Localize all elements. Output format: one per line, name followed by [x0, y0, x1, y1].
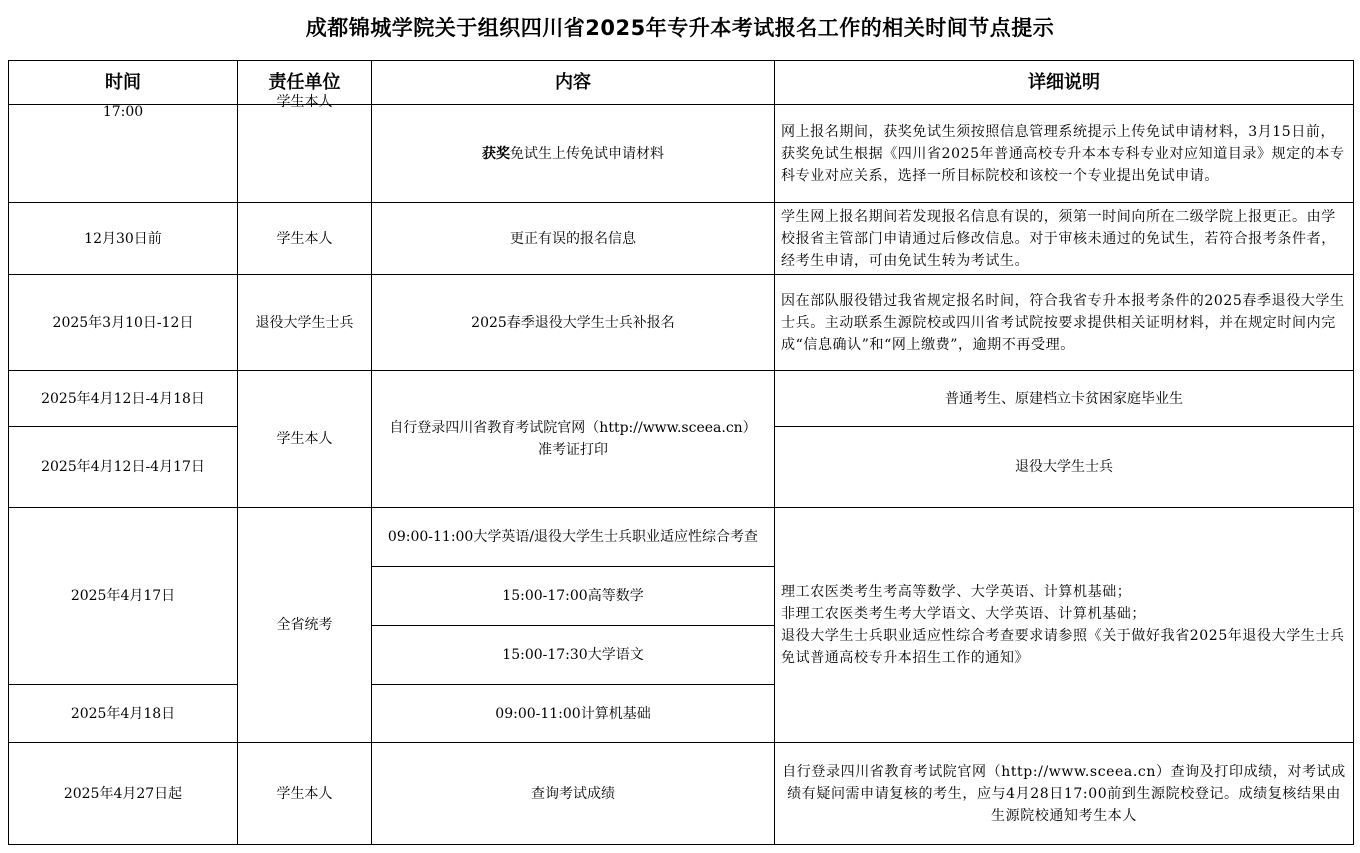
header-unit: 责任单位: [268, 71, 341, 93]
row4-session-3: 15:00-17:30大学语文: [502, 647, 644, 663]
row4-detail-line-3: 退役大学生士兵职业适应性综合考查要求请参照《关于做好我省2025年退役大学生士兵免试普通高校专升本招生工作的通知》: [781, 628, 1345, 666]
row3-time-b: 2025年4月12日-4月17日: [41, 459, 205, 475]
row2-detail-text: 因在部队服役错过我省规定报名时间，符合我省专升本报考条件的2025春季退役大学生士兵。主动联系生源院校或四川省考试院按要求提供相关证明材料，并在规定时间内完成“信息确认”和“网上缴费”，逾期不再受理。: [781, 292, 1345, 353]
row3-unit: 学生本人: [276, 431, 333, 447]
row0-detail-text: 网上报名期间，获奖免试生须按照信息管理系统提示上传免试申请材料，3月15日前，获奖免试生根据《四川省2025年普通高校专升本本专科专业对应知道目录》规定的本专科专业对应关系，选择一所目标院校和该校一个专业提出免试申请。: [781, 123, 1345, 184]
row4-time-a: 2025年4月17日: [70, 588, 176, 604]
row4-session-2: 15:00-17:00高等数学: [502, 588, 644, 604]
row0-unit-clip: [238, 94, 371, 115]
row3-content: 自行登录四川省教育考试院官网（http://www.sceea.cn）准考证打印: [389, 420, 757, 458]
row3-time-a: 2025年4月12日-4月18日: [41, 390, 205, 407]
row1-detail-text: 学生网上报名期间若发现报名信息有误的，须第一时间向所在二级学院上报更正。由学校报省主管部门申请通过后修改信息。对于审核未通过的免试生，若符合报考条件者，经考生申请，可由免试生转为考试生。: [781, 208, 1336, 269]
row5-detail: [775, 743, 1353, 844]
row4-detail-line-2: 非理工农医类考生考大学语文、大学英语、计算机基础；: [781, 606, 1146, 622]
row0-detail: [775, 105, 1353, 202]
row1-detail: [775, 203, 1353, 274]
row0-unit: 学生本人: [276, 94, 333, 110]
row3-detail-b: 退役大学生士兵: [1015, 459, 1113, 475]
row4-session-1: 09:00-11:00大学英语/退役大学生士兵职业适应性综合考查: [387, 529, 759, 545]
row2-detail: [775, 275, 1353, 370]
row4-detail-line-1: 理工农医类考生考高等数学、大学英语、计算机基础；: [781, 584, 1132, 600]
row4-unit: 全省统考: [276, 617, 333, 633]
row5-time: 2025年4月27日起: [63, 785, 183, 802]
row0-content-rest: 免试生上传免试申请材料: [510, 145, 664, 162]
row4-detail: [775, 508, 1353, 742]
header-content: 内容: [555, 71, 591, 93]
row0-time: 17:00: [102, 104, 144, 120]
row4-time-b: 2025年4月18日: [70, 705, 176, 722]
row4-session-4: 09:00-11:00计算机基础: [495, 705, 651, 722]
row0-content: [372, 105, 774, 202]
header-detail: 详细说明: [1028, 71, 1100, 93]
row2-unit: 退役大学生士兵: [255, 314, 354, 331]
row1-unit: 学生本人: [276, 230, 333, 247]
row5-detail-text: 自行登录四川省教育考试院官网（http://www.sceea.cn）查询及打印成绩，对考试成绩有疑问需申请复核的考生，应与4月28日17:00前到生源院校登记。成绩复核结果由生源院校通知考生本人: [782, 763, 1346, 824]
page-title: 成都锦城学院关于组织四川省2025年专升本考试报名工作的相关时间节点提示: [305, 16, 1055, 40]
row0-content-bold: 获奖: [482, 145, 510, 162]
row5-unit: 学生本人: [276, 785, 333, 802]
row1-content: 更正有误的报名信息: [510, 230, 636, 247]
row5-content: 查询考试成绩: [531, 785, 615, 802]
row2-content: 2025春季退役大学生士兵补报名: [471, 314, 675, 331]
row2-time: 2025年3月10日-12日: [52, 314, 194, 331]
row3-detail-a: 普通考生、原建档立卡贫困家庭毕业生: [945, 390, 1183, 407]
header-time: 时间: [105, 71, 141, 93]
row1-time: 12月30日前: [84, 230, 162, 247]
